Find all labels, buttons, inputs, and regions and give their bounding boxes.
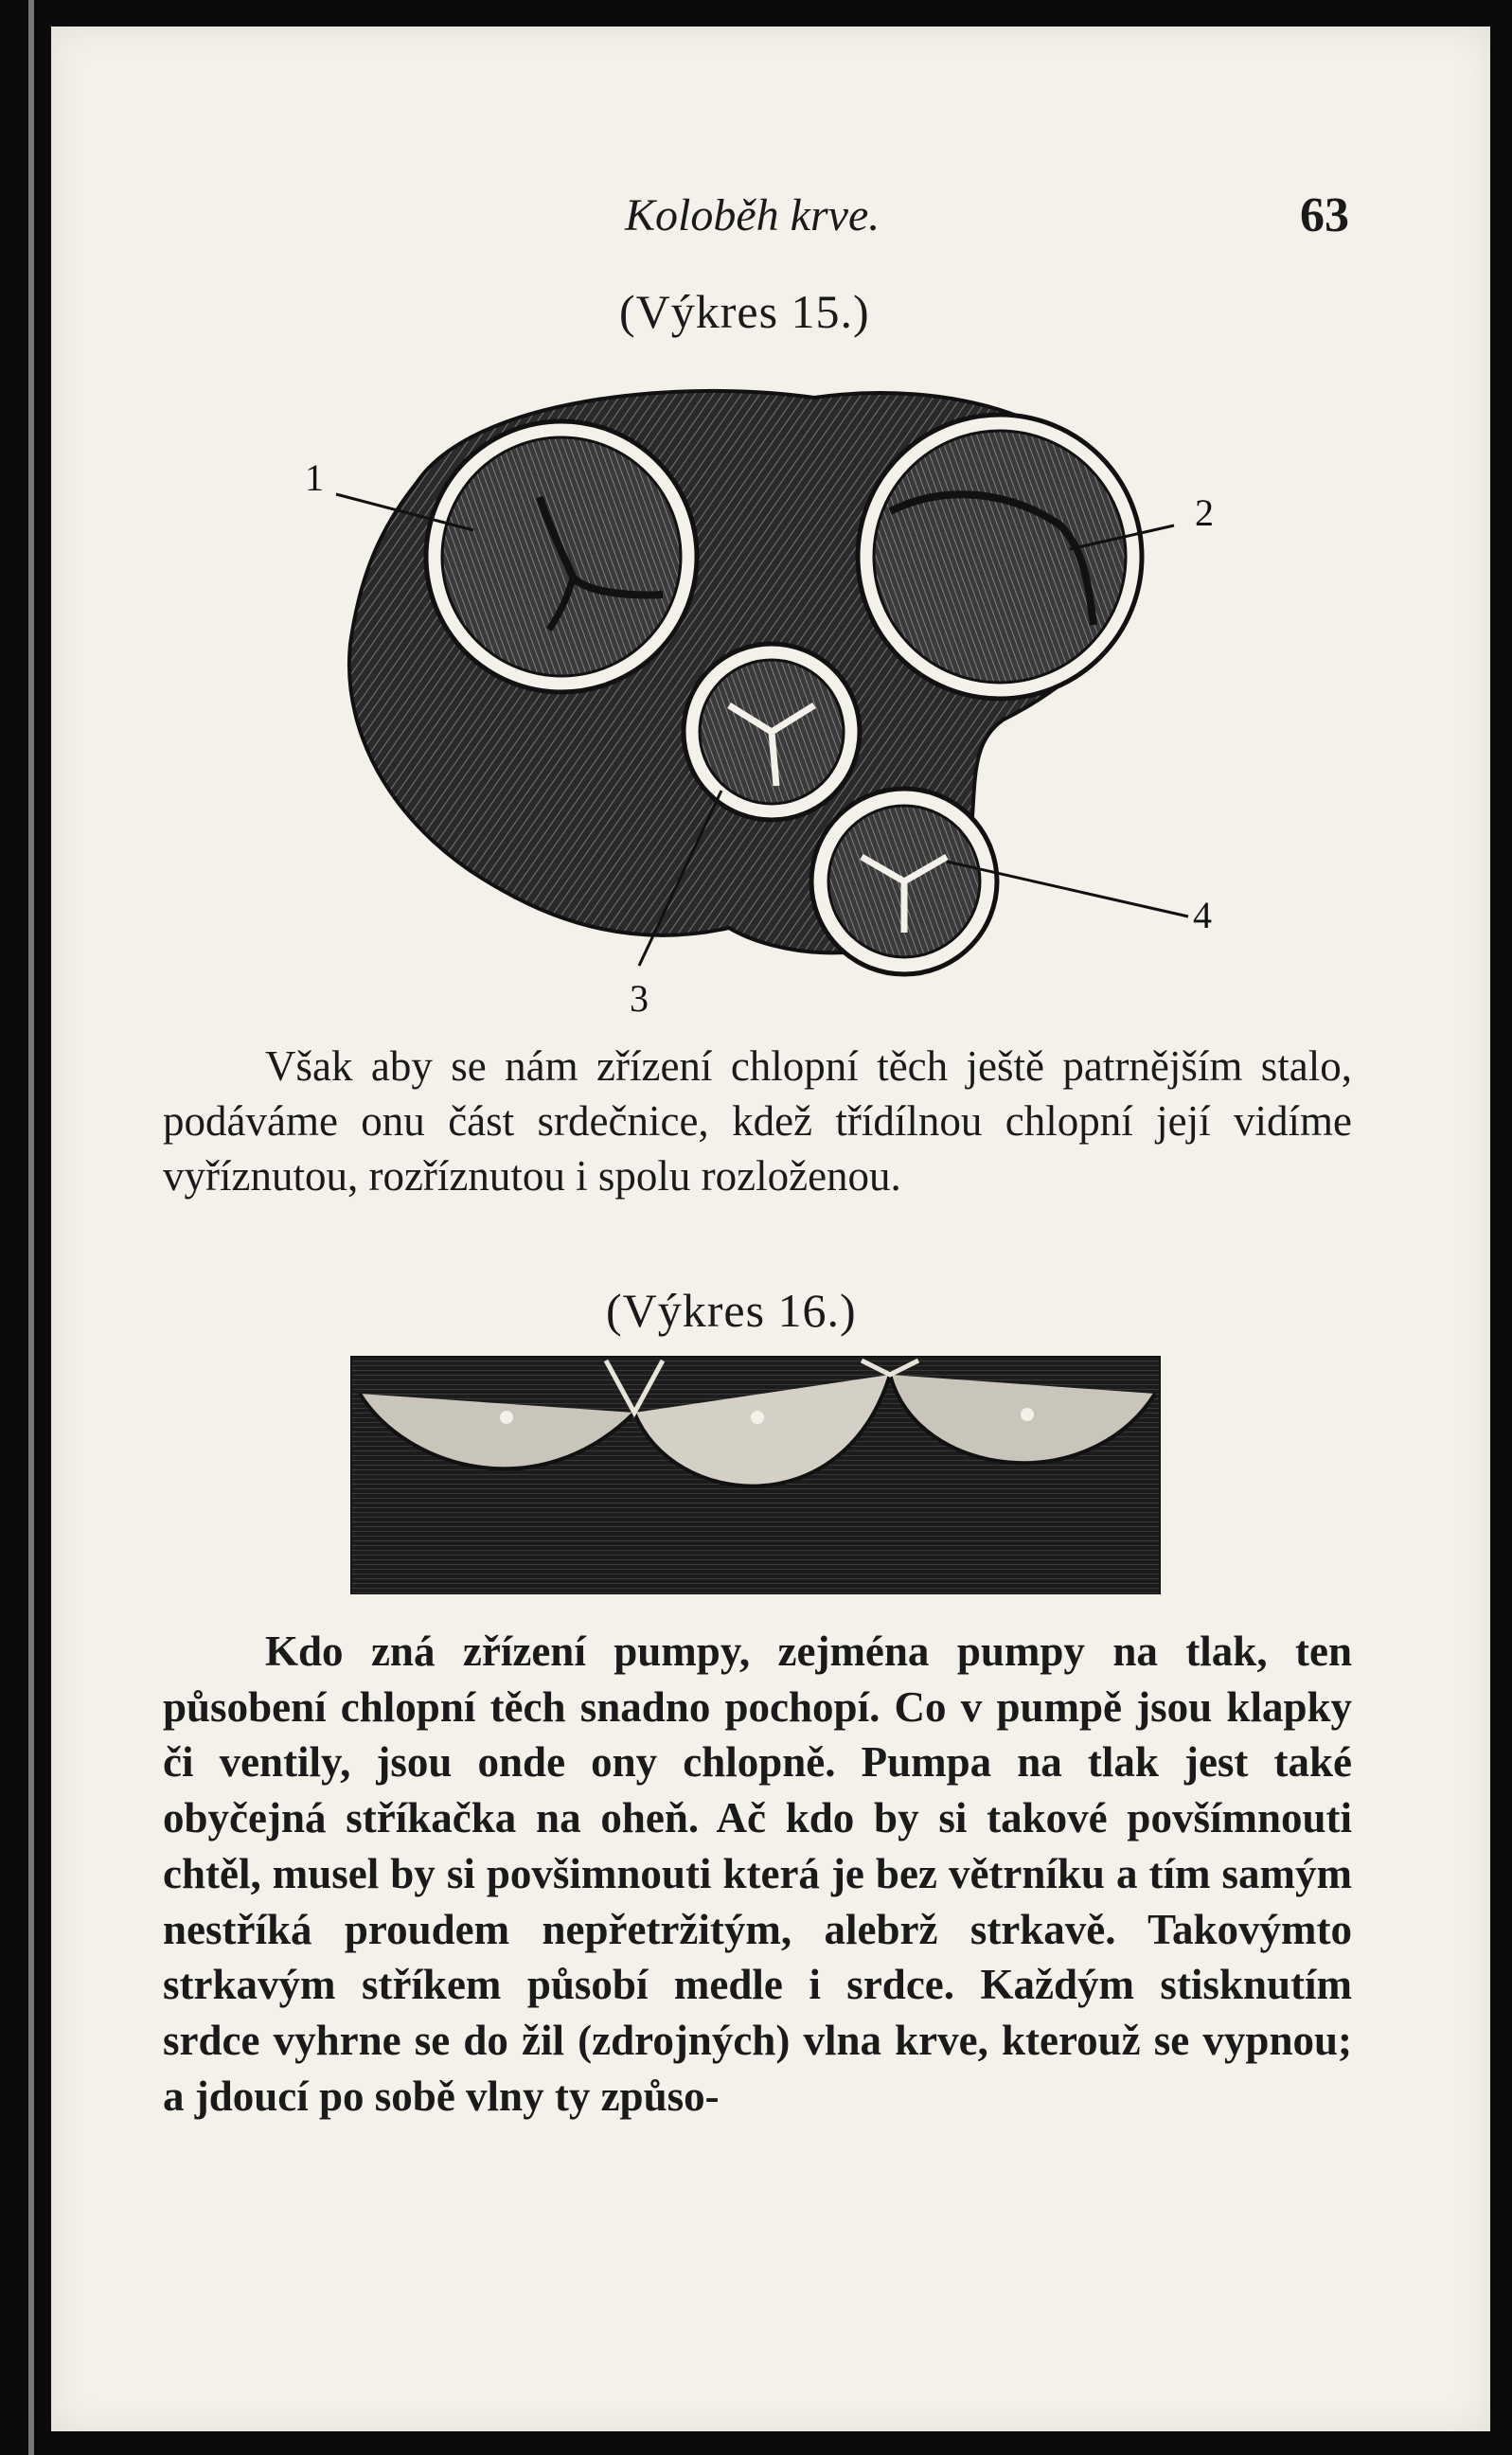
figure-15-label-4: 4 (1193, 894, 1212, 936)
figure-15-label-3: 3 (630, 977, 649, 1020)
valve-4 (811, 789, 997, 974)
paragraph-valves (163, 1039, 1352, 1203)
valve-2 (858, 415, 1142, 699)
figure-15-label-2: 2 (1195, 491, 1214, 534)
paragraph-1-text: Však aby se nám zřízení chlopní těch ještě patrnějším stalo, podáváme onu část srdečnice, kdež třídílnou chlopní její vidíme vyříznutou, rozříznutou i spolu rozloženou. (163, 1042, 1352, 1200)
valve-1 (426, 421, 697, 692)
figure-15-caption: (Výkres 15.) (619, 285, 870, 338)
left-page-edge (28, 0, 34, 2455)
figure-15-heart-valves (284, 360, 1288, 1023)
figure-16-opened-valve (350, 1356, 1161, 1594)
figure-16-caption: (Výkres 16.) (606, 1284, 857, 1337)
page-number: 63 (1300, 188, 1349, 242)
paragraph-pump (163, 1624, 1352, 2124)
running-title: Koloběh krve. (625, 190, 881, 240)
valve-3 (684, 644, 860, 820)
paragraph-2-text: Kdo zná zřízení pumpy, zejména pumpy na tlak, ten působení chlopní těch snadno pochopí. Co v pumpě jsou klapky či ventily, jsou onde ony chlopně. Pumpa na tlak jest také obyčejná stříkačka na oheň. Ač kdo by si takové povšímnouti chtěl, musel by si povšimnouti která je bez větrníku a tím samým nestříká proudem nepřetržitým, alebrž strkavě. Takovýmto strkavým stříkem působí medle i srdce. Každým stisknutím srdce vyhrne se do žil (zdrojných) vlna krve, kterouž se vypnou; a jdoucí po sobě vlny ty způso- (163, 1628, 1352, 2120)
figure-15-label-1: 1 (305, 456, 324, 499)
